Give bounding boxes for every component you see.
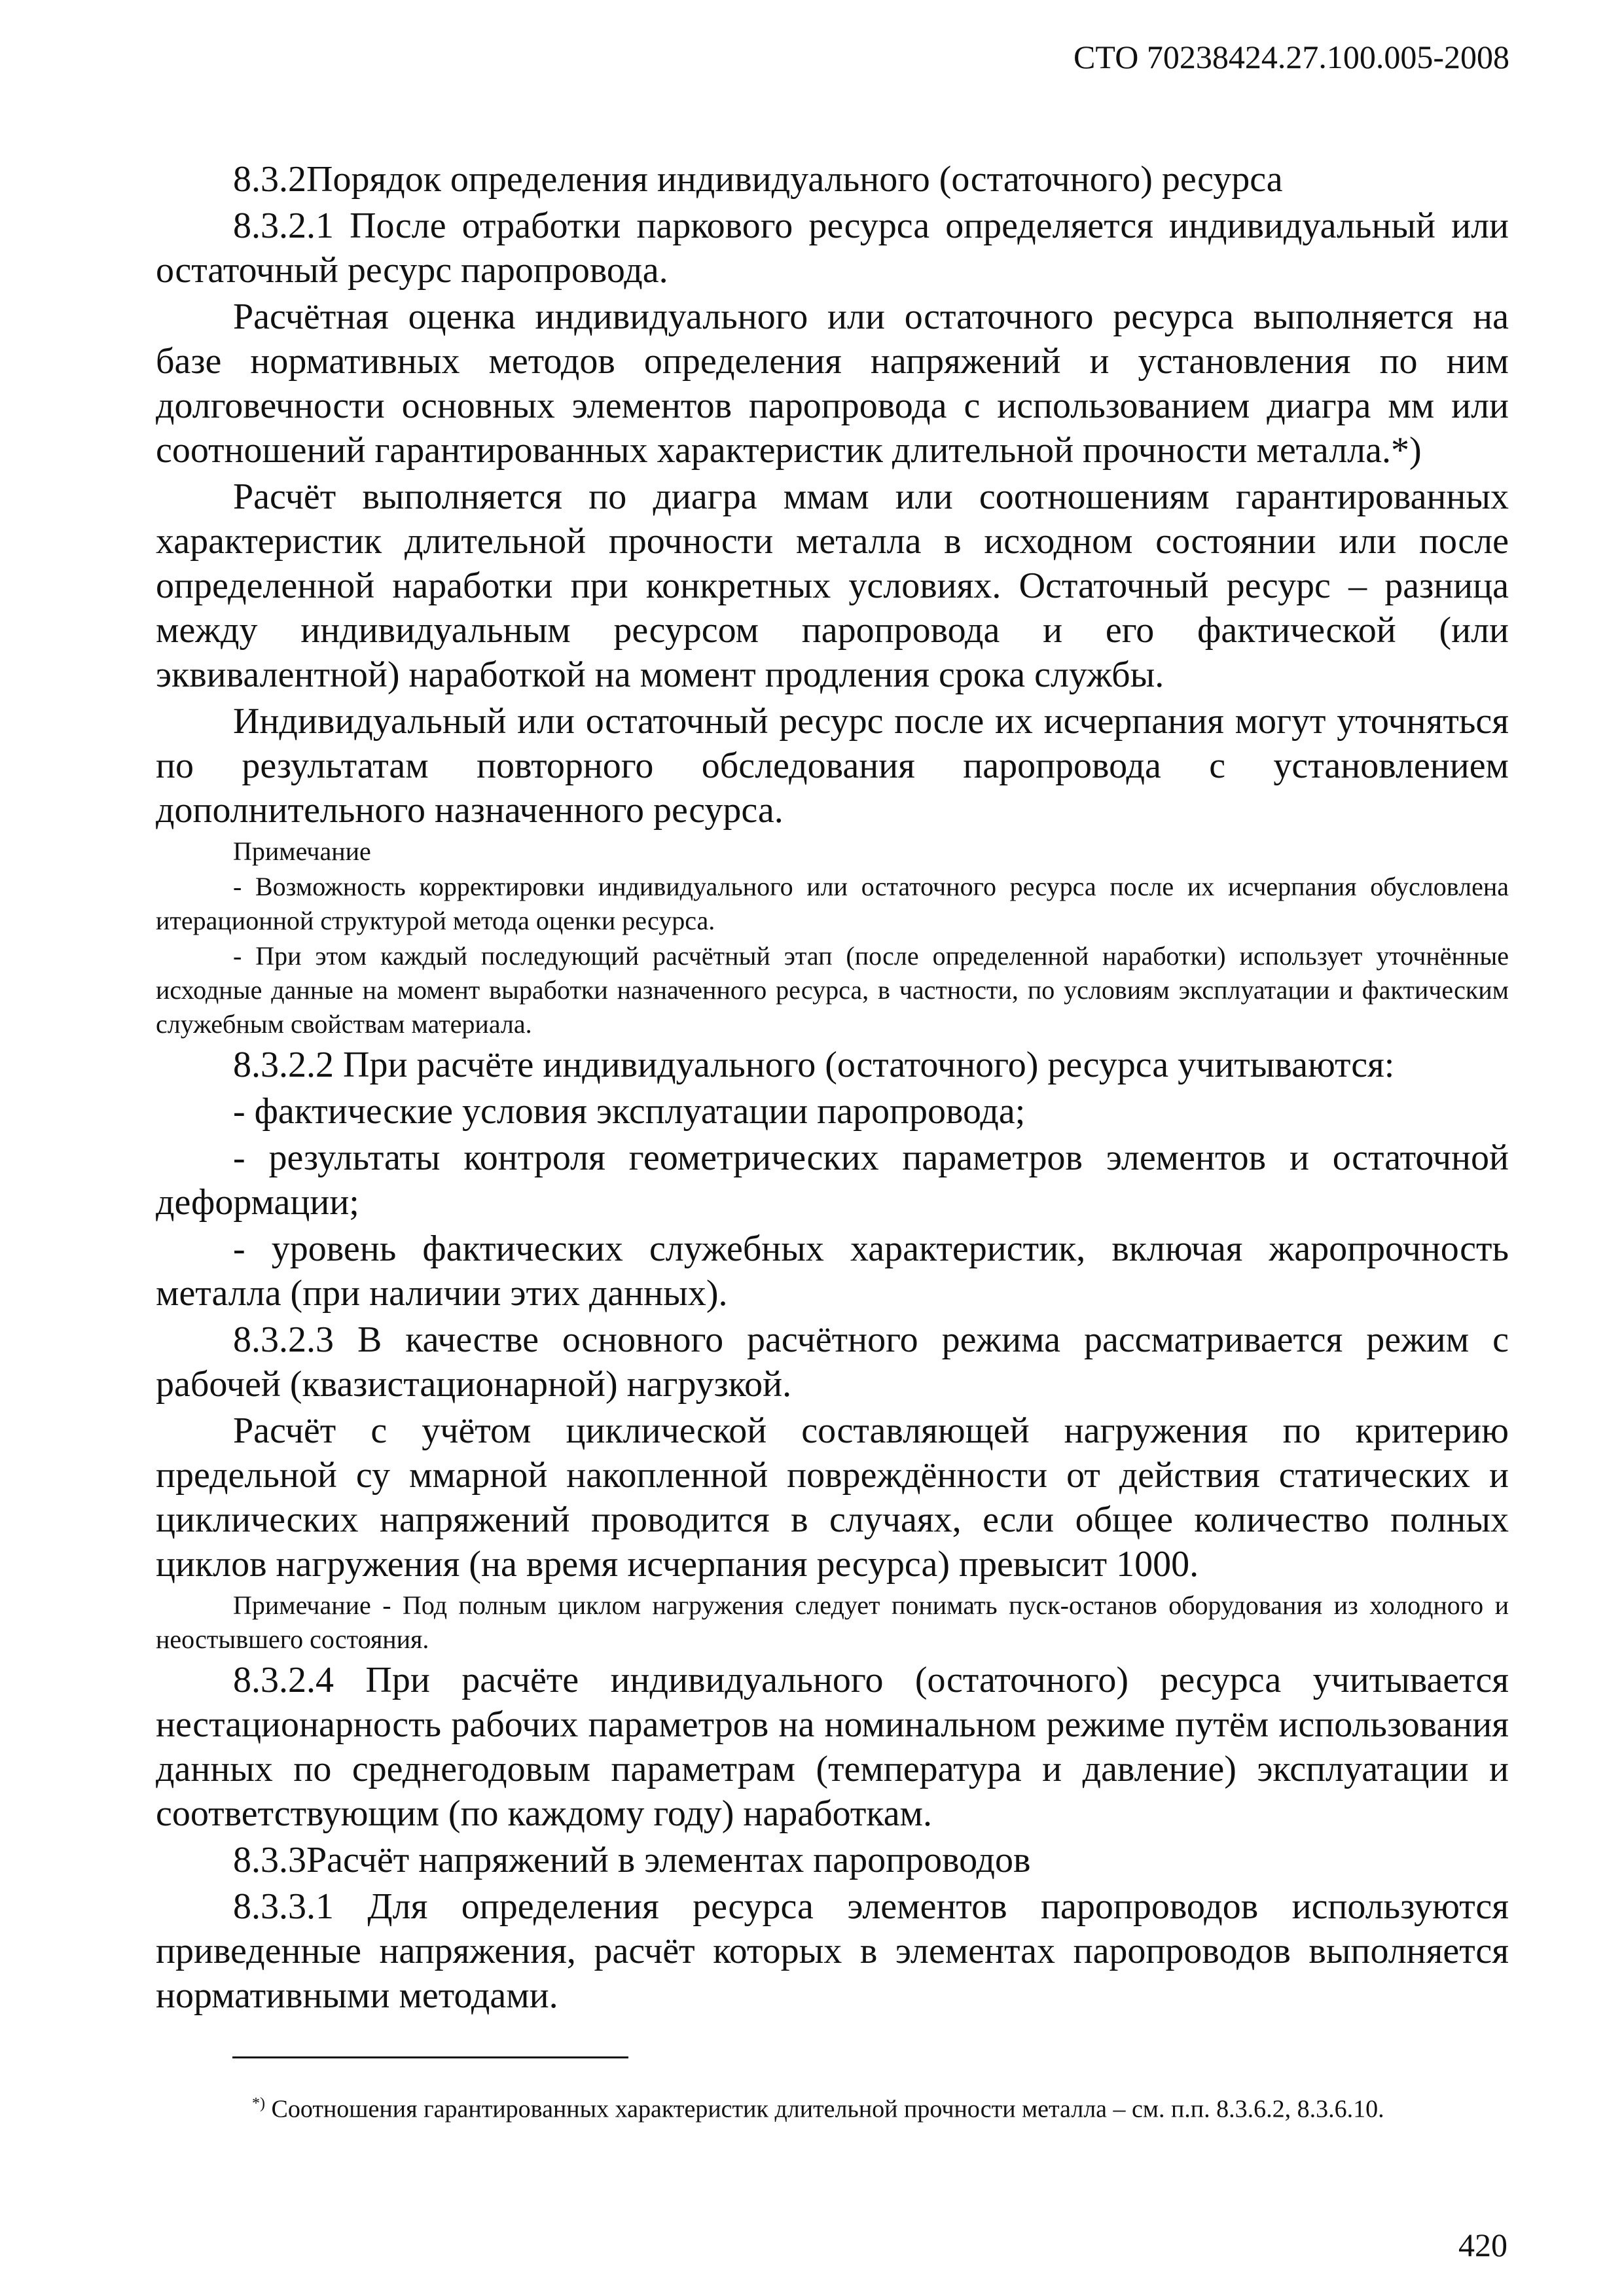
paragraph-cyclic-loading: Расчёт с учётом циклической составляющей нагружения по критерию предельной су ммарной накопленной повреждённости от действия статических и циклических напряжений проводится в случаях, если общее количество полных циклов нагружения (на время исчерпания ресурса) превысит 1000. [156, 1410, 1509, 1585]
note-label: Примечание [233, 836, 371, 866]
note-item-2: - При этом каждый последующий расчётный этап (после определенной наработки) использует уточнённые исходные данные на момент выработки назначенного ресурса, в частности, по условиям эксплуатации и фактическим служебным свойствам материала. [156, 941, 1509, 1039]
paragraph-8-3-2-1: 8.3.2.1 После отработки паркового ресурса определяется индивидуальный или остаточный ресурс паропровода. [156, 206, 1509, 291]
paragraph-resource-refinement: Индивидуальный или остаточный ресурс после их исчерпания могут уточняться по результатам повторного обследования паропровода с установлением дополнительного назначенного ресурса. [156, 701, 1509, 831]
footnote-marker: *) [252, 2095, 265, 2112]
paragraph-calculation-method: Расчёт выполняется по диагра ммам или соотношениям гарантированных характеристик длительной прочности металла в исходном состоянии или после определенной наработки при конкретных условиях. Остаточный ресурс – разница между индивидуальным ресурсом паропровода и его фактической (или эквивалентной) наработкой на момент продления срока службы. [156, 476, 1509, 695]
document-code-header: СТО 70238424.27.100.005-2008 [1074, 39, 1509, 75]
list-item-service-characteristics: - уровень фактических служебных характеристик, включая жаропрочность металла (при наличии этих данных). [156, 1229, 1509, 1314]
page-number: 420 [1458, 2227, 1507, 2263]
list-item-geometry-control: - результаты контроля геометрических параметров элементов и остаточной деформации; [156, 1138, 1509, 1223]
section-heading-8-3-2: 8.3.2Порядок определения индивидуального (остаточного) ресурса [233, 159, 1283, 200]
page-body [156, 157, 1509, 2020]
footnote-text: Соотношения гарантированных характеристик длительной прочности металла – см. п.п. 8.3.6.2, 8.3.6.10. [265, 2095, 1384, 2123]
list-item-operating-conditions: - фактические условия эксплуатации паропровода; [233, 1091, 1026, 1132]
paragraph-8-3-2-4: 8.3.2.4 При расчёте индивидуального (остаточного) ресурса учитывается нестационарность рабочих параметров на номинальном режиме путём использования данных по среднегодовым параметрам (температура и давление) эксплуатации и соответствующим (по каждому году) наработкам. [156, 1660, 1509, 1834]
footnote [252, 2094, 1384, 2125]
paragraph-8-3-3-1: 8.3.3.1 Для определения ресурса элементов паропроводов используются приведенные напряжения, расчёт которых в элементах паропроводов выполняется нормативными методами. [156, 1886, 1509, 2016]
paragraph-8-3-2-3: 8.3.2.3 В качестве основного расчётного режима рассматривается режим с рабочей (квазистационарной) нагрузкой. [156, 1319, 1509, 1405]
paragraph-calculation-evaluation: Расчётная оценка индивидуального или остаточного ресурса выполняется на базе нормативных методов определения напряжений и установления по ним долговечности основных элементов паропровода с использованием диагра мм или соотношений гарантированных характеристик длительной прочности металла.*) [156, 296, 1509, 471]
note-load-cycle: Примечание - Под полным циклом нагружения следует понимать пуск-останов оборудования из холодного и неостывшего состояния. [156, 1590, 1509, 1654]
section-heading-8-3-3: 8.3.3Расчёт напряжений в элементах паропроводов [233, 1840, 1031, 1880]
paragraph-8-3-2-2: 8.3.2.2 При расчёте индивидуального (остаточного) ресурса учитываются: [233, 1045, 1395, 1085]
note-item-1: - Возможность корректировки индивидуального или остаточного ресурса после их исчерпания обусловлена итерационной структурой метода оценки ресурса. [156, 872, 1509, 935]
footnote-divider [232, 2056, 628, 2058]
